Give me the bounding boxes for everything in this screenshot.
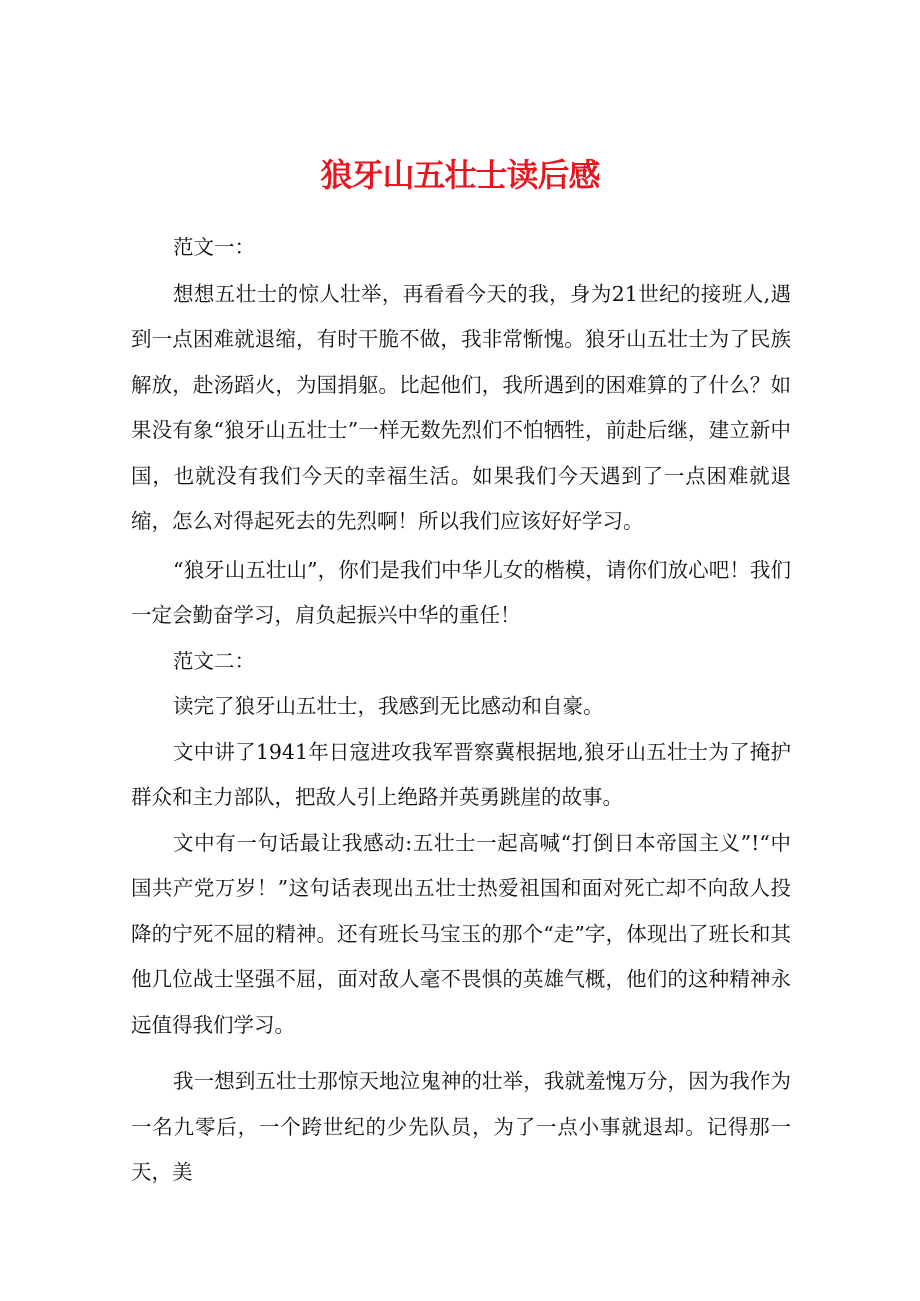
paragraph: “狼牙山五壮山”，你们是我们中华儿女的楷模，请你们放心吧！我们一定会勤奋学习，肩负起振兴中华的重任！	[131, 557, 791, 627]
document-title: 狼牙山五壮士读后感	[320, 156, 600, 195]
paragraph: 想想五壮士的惊人壮举，再看看今天的我，身为21世纪的接班人,遇到一点困难就退缩，有时干脆不做，我非常惭愧。狼牙山五壮士为了民族解放，赴汤蹈火，为国捐躯。比起他们，我所遇到的困难算的了什么？如果没有象“狼牙山五壮士”一样无数先烈们不怕牺牲，前赴后继，建立新中国，也就没有我们今天的幸福生活。如果我们今天遇到了一点困难就退缩，怎么对得起死去的先烈啊！所以我们应该好好学习。	[131, 281, 791, 533]
section-heading-2: 范文二：	[173, 648, 256, 673]
paragraph: 文中有一句话最让我感动:五壮士一起高喊“打倒日本帝国主义”!“中国共产党万岁！”这句话表现出五壮士热爱祖国和面对死亡却不向敌人投降的宁死不屈的精神。还有班长马宝玉的那个“走”字，体现出了班长和其他几位战士坚强不屈，面对敌人毫不畏惧的英雄气概，他们的这种精神永远值得我们学习。	[131, 830, 791, 1037]
document-body	[131, 225, 791, 1196]
paragraph: 文中讲了1941年日寇进攻我军晋察冀根据地,狼牙山五壮士为了掩护群众和主力部队，把敌人引上绝路并英勇跳崖的故事。	[131, 739, 791, 809]
paragraph: 读完了狼牙山五壮士，我感到无比感动和自豪。	[173, 694, 604, 718]
section-heading-1: 范文一：	[173, 235, 256, 259]
paragraph: 我一想到五壮士那惊天地泣鬼神的壮举，我就羞愧万分，因为我作为一名九零后，一个跨世纪的少先队员，为了一点小事就退却。记得那一天，美	[131, 1069, 791, 1184]
